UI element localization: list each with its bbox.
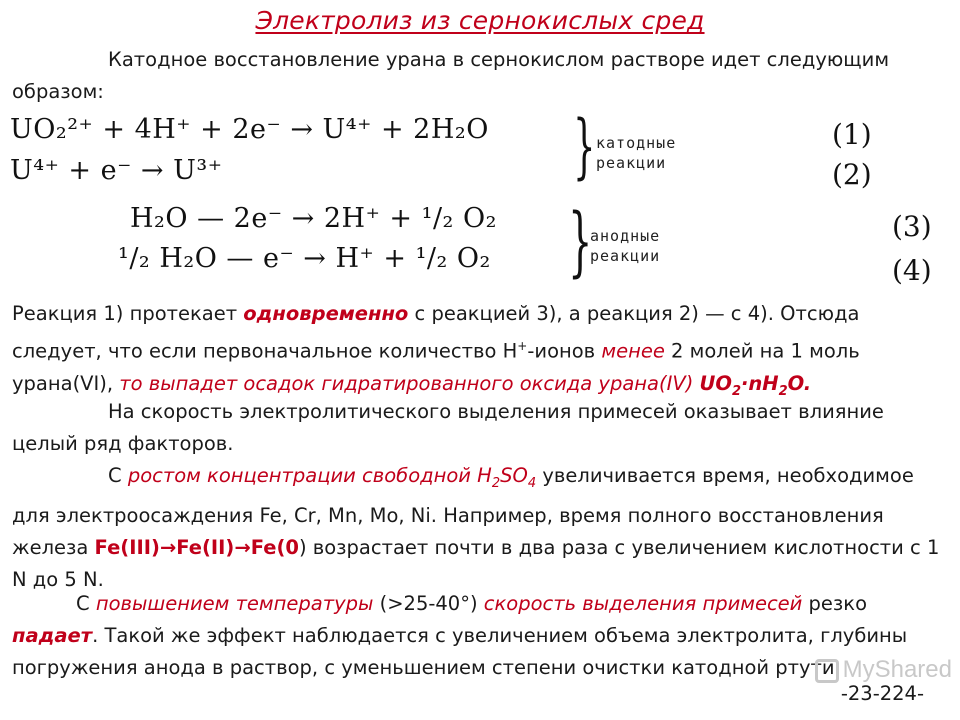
equation-number-1: (1) [832, 118, 872, 151]
anode-label: анодные реакции [590, 227, 661, 265]
equation-2: U⁴⁺ + e⁻ → U³⁺ [10, 155, 223, 186]
intro-text: Катодное восстановление урана в сернокислом растворе идет следующим образом: [12, 48, 890, 103]
emphasis-precipitate: то выпадет осадок гидратированного оксида урана(IV) [119, 371, 700, 395]
formula-iron-0: Fe(0 [250, 535, 299, 559]
watermark-icon [815, 659, 839, 683]
page-number: -23-224- [840, 682, 924, 705]
equation-4: ¹/₂ H₂O — e⁻ → H⁺ + ¹/₂ O₂ [118, 243, 491, 274]
cathode-brace: } [573, 105, 596, 187]
arrow-icon: → [159, 535, 177, 559]
paragraph-2: На скорость электролитического выделения примесей оказывает влияние целый ряд факторов. [12, 400, 884, 455]
paragraph-1: Реакция 1) протекает одновременно с реакцией 3), а реакция 2) — с 4). Отсюда следует, что если первоначальное количество H+-ионов менее 2 молей на 1 моль урана(VI), то выпадет осадок гидратированного оксида урана(IV) $UO_2\cdot nH_2O$. [12, 302, 860, 399]
arrow-icon: → [234, 535, 251, 559]
paragraph-3: С ростом концентрации свободной $H_2SO_4$ увеличивается время, необходимое для электроосаждения Fe, Cr, Mn, Mo, Ni. Например, время полного восстановления железа Fe(III)→Fe(II)→Fe(0) возрастает почти в два раза с увеличением кислотности с 1 N до 5 N. [12, 464, 940, 591]
emphasis-temperature: повышением температуры [95, 592, 374, 615]
watermark-logo: MyShared [815, 656, 952, 684]
paragraph-4: С повышением температуры (>25-40°) скорость выделения примесей резко падает. Такой же эффект наблюдается с увеличением объема электролита, глубины погружения анода в раствор, с уменьшением степени очистки катодной ртути. [12, 592, 908, 679]
emphasis-acid-concentration: ростом концентрации свободной $H_2SO_4$ [127, 464, 537, 491]
emphasis-less: менее [601, 339, 665, 363]
page-title: Электролиз из сернокислых сред [255, 6, 705, 35]
equation-number-4: (4) [892, 254, 932, 287]
formula-uranium-oxide: $UO_2\cdot nH_2O$. [699, 371, 812, 399]
equation-1: UO₂²⁺ + 4H⁺ + 2e⁻ → U⁴⁺ + 2H₂O [10, 114, 489, 145]
formula-iron-2: Fe(II) [176, 535, 235, 559]
equation-3: H₂O — 2e⁻ → 2H⁺ + ¹/₂ O₂ [130, 203, 497, 234]
equation-number-3: (3) [892, 210, 932, 243]
emphasis-impurity-rate: скорость выделения примесей [483, 592, 803, 615]
emphasis-falls: падает [12, 624, 93, 647]
formula-iron-3: Fe(III) [94, 535, 160, 559]
anode-brace: } [568, 196, 593, 285]
intro-paragraph [12, 44, 948, 108]
emphasis-simultaneously: одновременно [243, 302, 409, 325]
cathode-label: катодные реакции [596, 134, 677, 172]
equation-number-2: (2) [832, 158, 872, 191]
